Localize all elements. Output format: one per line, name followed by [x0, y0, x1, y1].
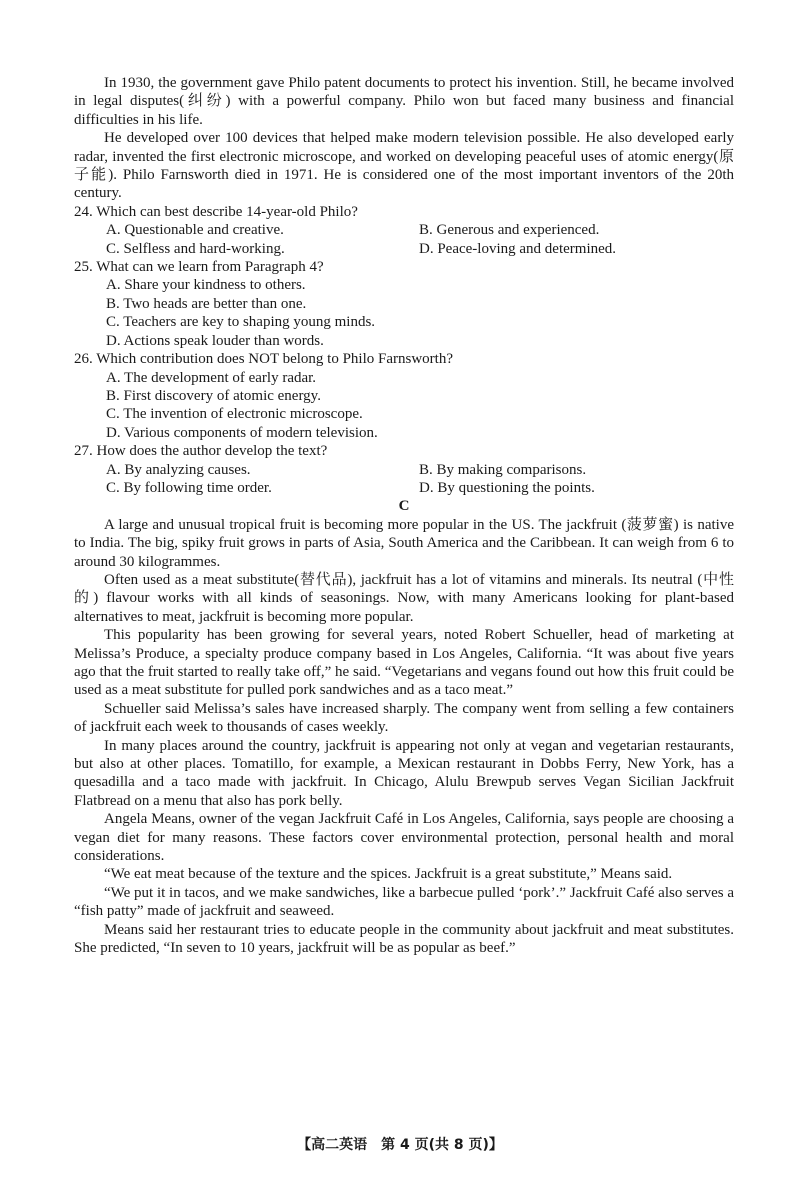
option-b: B. Generous and experienced.: [419, 222, 600, 239]
paragraph: “We put it in tacos, and we make sandwiches, like a barbecue pulled ‘pork’.” Jackfruit Café also serves a “fish patty” made of jackfruit and seaweed.: [74, 884, 734, 920]
option-d: D. Peace-loving and determined.: [419, 240, 617, 257]
question-stem: 27. How does the author develop the text?: [74, 443, 328, 460]
option-c: C. Selfless and hard-working.: [106, 240, 285, 257]
option-a: A. The development of early radar.: [106, 369, 317, 386]
paragraph: Means said her restaurant tries to educate people in the community about jackfruit and meat substitutes. She predicted, “In seven to 10 years, jackfruit will be as popular as beef.”: [74, 921, 734, 957]
paragraph: A large and unusual tropical fruit is becoming more popular in the US. The jackfruit (菠萝蜜) is native to India. The big, spiky fruit grows in parts of Asia, South America and the Caribbean. It can weigh from 6 to around 30 kilogrammes.: [74, 516, 734, 570]
paragraph: In many places around the country, jackfruit is appearing not only at vegan and vegetarian restaurants, but also at other places. Tomatillo, for example, a Mexican restaurant in Dobbs Ferry, New York, has a quesadilla and a taco made with jackfruit. In Chicago, Alulu Brewpub serves Vegan Sicilian Jackfruit Flatbread on a menu that also has pork belly.: [74, 737, 734, 809]
question-stem: 25. What can we learn from Paragraph 4?: [74, 259, 324, 276]
option-b: B. By making comparisons.: [419, 461, 587, 478]
paragraph: Angela Means, owner of the vegan Jackfruit Café in Los Angeles, California, says people are choosing a vegan diet for many reasons. These factors cover environmental protection, personal health and moral considerations.: [74, 811, 734, 865]
section-heading: C: [398, 498, 410, 515]
question-stem: 24. Which can best describe 14-year-old Philo?: [74, 203, 358, 220]
paragraph: “We eat meat because of the texture and the spices. Jackfruit is a great substitute,” Means said.: [104, 866, 673, 883]
option-c: C. Teachers are key to shaping young minds.: [106, 314, 376, 331]
paragraph: This popularity has been growing for several years, noted Robert Schueller, head of marketing at Melissa’s Produce, a specialty produce company based in Los Angeles, California. “It was about five years ago that the fruit started to really take off,” he said. “Vegetarians and vegans found out how this fruit could be used as a meat substitute for pulled pork sandwiches and as a taco meat.”: [74, 627, 734, 699]
question-stem: 26. Which contribution does NOT belong to Philo Farnsworth?: [74, 351, 453, 368]
question-27: [74, 442, 734, 497]
option-a: A. By analyzing causes.: [106, 461, 251, 478]
option-a: A. Questionable and creative.: [106, 222, 284, 239]
option-b: B. Two heads are better than one.: [106, 295, 307, 312]
option-d: D. By questioning the points.: [419, 479, 595, 496]
page-content: [74, 74, 734, 958]
question-26: [74, 350, 734, 442]
question-25: [74, 258, 734, 350]
option-b: B. First discovery of atomic energy.: [106, 387, 321, 404]
option-c: C. By following time order.: [106, 479, 272, 496]
option-d: D. Actions speak louder than words.: [106, 332, 324, 349]
paragraph: Often used as a meat substitute(替代品), jackfruit has a lot of vitamins and minerals. Its neutral (中性的) flavour works with all kinds of seasonings. Now, with many Americans looking for plant-based alternatives to meat, jackfruit is becoming more popular.: [74, 571, 734, 625]
page-footer: 【高二英语 第 4 页(共 8 页)】: [297, 1137, 503, 1153]
paragraph: He developed over 100 devices that helped make modern television possible. He also developed early radar, invented the first electronic microscope, and worked on developing peaceful uses of atomic energy(原子能). Philo Farnsworth died in 1971. He is considered one of the most important inventors of the 20th century.: [74, 130, 734, 202]
paragraph: Schueller said Melissa’s sales have increased sharply. The company went from selling a few containers of jackfruit each week to thousands of cases weekly.: [74, 700, 734, 736]
question-24: [74, 203, 734, 258]
paragraph: In 1930, the government gave Philo patent documents to protect his invention. Still, he became involved in legal disputes(纠纷) with a powerful company. Philo won but faced many business and financial difficulties in his life.: [74, 75, 734, 128]
option-d: D. Various components of modern television.: [106, 424, 378, 441]
option-a: A. Share your kindness to others.: [106, 277, 306, 294]
option-c: C. The invention of electronic microscope.: [106, 406, 363, 423]
